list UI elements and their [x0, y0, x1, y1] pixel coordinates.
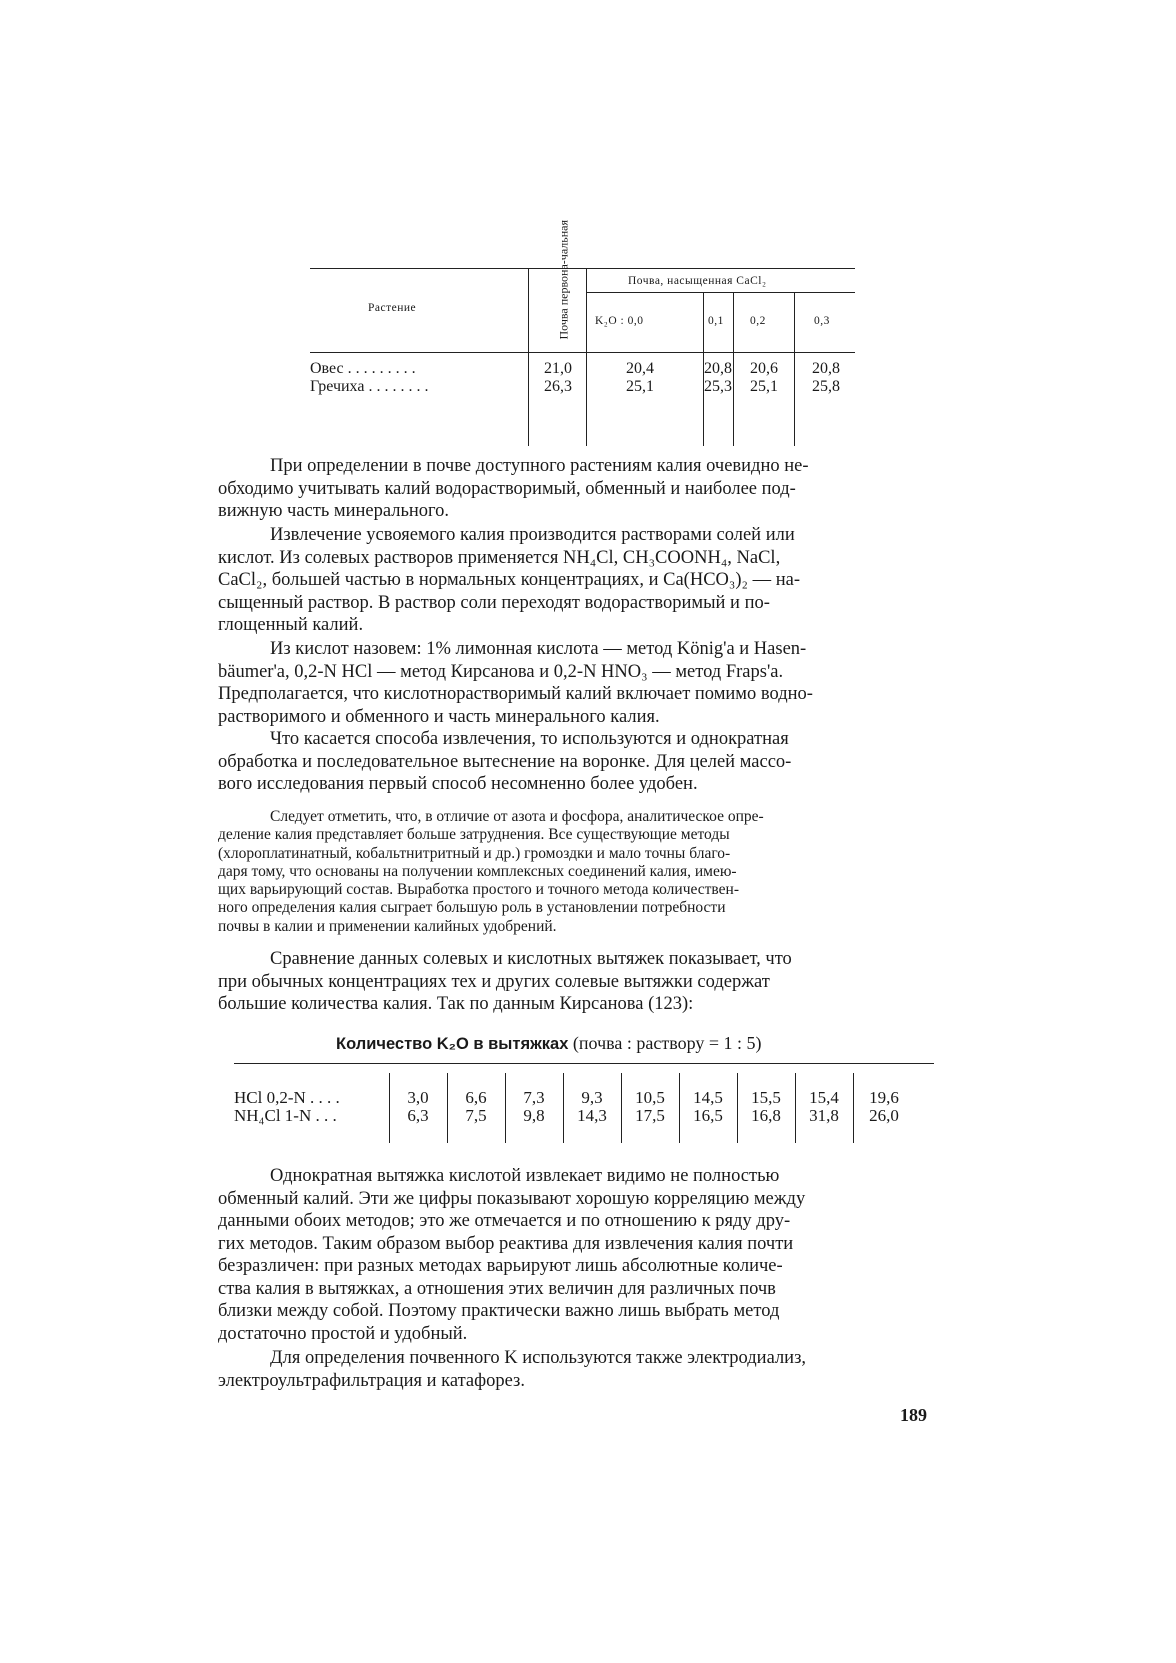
- row-name: Гречиха: [310, 378, 365, 395]
- subheader-2: 0,2: [750, 315, 766, 327]
- cell-initial: 21,0: [544, 360, 572, 377]
- table-plant-potassium: [310, 220, 855, 446]
- header-plant: Растение: [368, 302, 417, 314]
- cell-value: 10,5: [635, 1088, 665, 1107]
- cell-value: 25,1: [750, 378, 778, 395]
- cell-value: 25,3: [704, 378, 732, 395]
- row-label-hcl: HCl 0,2-N . . . .: [234, 1088, 340, 1107]
- table-row: Овес . . . . . . . . .: [310, 360, 416, 377]
- paragraph-3: Из кислот назовем: 1% лимонная кислота — метод König'a и Hasen- bäumer'a, 0,2-N HCl — метод Кирсанова и 0,2-N HNO₃ — метод Fraps'a. Предполагается, что кислотнорастворимый калий включает помимо водно- растворимого и обменного и часть минерального калия.: [218, 639, 813, 727]
- cell-value: 6,6: [465, 1088, 487, 1107]
- cell-initial: 26,3: [544, 378, 572, 395]
- cell-value: 26,0: [869, 1106, 899, 1125]
- page-number: 189: [900, 1405, 927, 1425]
- note-small-print: Следует отметить, что, в отличие от азота и фосфора, аналитическое опре- деление калия представляет больше затруднения. Все существующие методы (хлороплатинатный, кобальтнитритный и др.) громоздки и мало точны благо- даря тому, что основаны на получении комплексных соединений калия, имею- щих варьирующий состав. Выработка простого и точного метода количествен- ного определения калия сыграет большую роль в установлении потребности почвы в калии и применении калийных удобрений.: [218, 808, 764, 935]
- row-name: Овес: [310, 360, 344, 377]
- cell-value: 20,4: [626, 360, 654, 377]
- cell-value: 25,1: [626, 378, 654, 395]
- cell-value: 16,8: [751, 1106, 781, 1125]
- cell-value: 15,5: [751, 1088, 781, 1107]
- cell-value: 7,3: [523, 1088, 545, 1107]
- paragraph-2: Извлечение усвояемого калия производится растворами солей или кислот. Из солевых растворов применяется NH₄Cl, CH₃COONH₄, NaCl, CaCl₂, большей частью в нормальных концентрациях, и Ca(HCO₃)₂ — на- сыщенный раствор. В раствор соли переходят водорастворимый и по- глощенный калий.: [218, 525, 800, 635]
- cell-value: 25,8: [812, 378, 840, 395]
- cell-value: 20,8: [812, 360, 840, 377]
- table2-title: Количество K₂O в вытяжках (почва : раствору = 1 : 5): [336, 1033, 762, 1053]
- cell-value: 7,5: [465, 1106, 487, 1125]
- cell-value: 9,3: [581, 1088, 603, 1107]
- header-initial-soil: Почва первона-чальная: [556, 220, 571, 340]
- cell-value: 31,8: [809, 1106, 839, 1125]
- cell-value: 6,3: [407, 1106, 429, 1125]
- cell-value: 19,6: [869, 1088, 899, 1107]
- subheader-1: 0,1: [708, 315, 724, 327]
- cell-value: 3,0: [407, 1088, 429, 1107]
- cell-value: 15,4: [809, 1088, 839, 1107]
- paragraph-4: Что касается способа извлечения, то используются и однократная обработка и последовательное вытеснение на воронке. Для целей массо- вого исследования первый способ несомненно более удобен.: [218, 729, 792, 794]
- paragraph-7: Для определения почвенного K используются также электродиализ, электроультрафильтрация и катафорез.: [218, 1348, 807, 1391]
- subheader-3: 0,3: [814, 315, 830, 327]
- cell-value: 20,8: [704, 360, 732, 377]
- subheader-0: K₂O : 0,0: [595, 315, 644, 327]
- table-k2o-extracts: [234, 1063, 934, 1145]
- row-label-nh4cl: NH₄Cl 1-N . . .: [234, 1106, 337, 1125]
- cell-value: 20,6: [750, 360, 778, 377]
- cell-value: 14,3: [577, 1106, 607, 1125]
- cell-value: 17,5: [635, 1106, 665, 1125]
- paragraph-6: Однократная вытяжка кислотой извлекает видимо не полностью обменный калий. Эти же цифры показывают хорошую корреляцию между данными обоих методов; это же отмечается и по отношению к ряду дру- гих методов. Таким образом выбор реактива для извлечения калия почти безразличен: при разных методах варьируют лишь абсолютные количе- ства калия в вытяжках, а отношения этих величин для различных почв близки между собой. Поэтому практически важно лишь выбрать метод достаточно простой и удобный.: [218, 1166, 806, 1344]
- cell-value: 16,5: [693, 1106, 723, 1125]
- table-row: Гречиха . . . . . . . .: [310, 378, 429, 395]
- cell-value: 14,5: [693, 1088, 723, 1107]
- cell-value: 9,8: [523, 1106, 545, 1125]
- paragraph-5: Сравнение данных солевых и кислотных вытяжек показывает, что при обычных концентрациях тех и других солевые вытяжки содержат большие количества калия. Так по данным Кирсанова (123):: [218, 949, 792, 1014]
- paragraph-1: При определении в почве доступного растениям калия очевидно не- обходимо учитывать калий водорастворимый, обменный и наиболее под- вижную часть минерального.: [218, 456, 809, 521]
- header-saturated-soil: Почва, насыщенная CaCl₂: [628, 275, 767, 287]
